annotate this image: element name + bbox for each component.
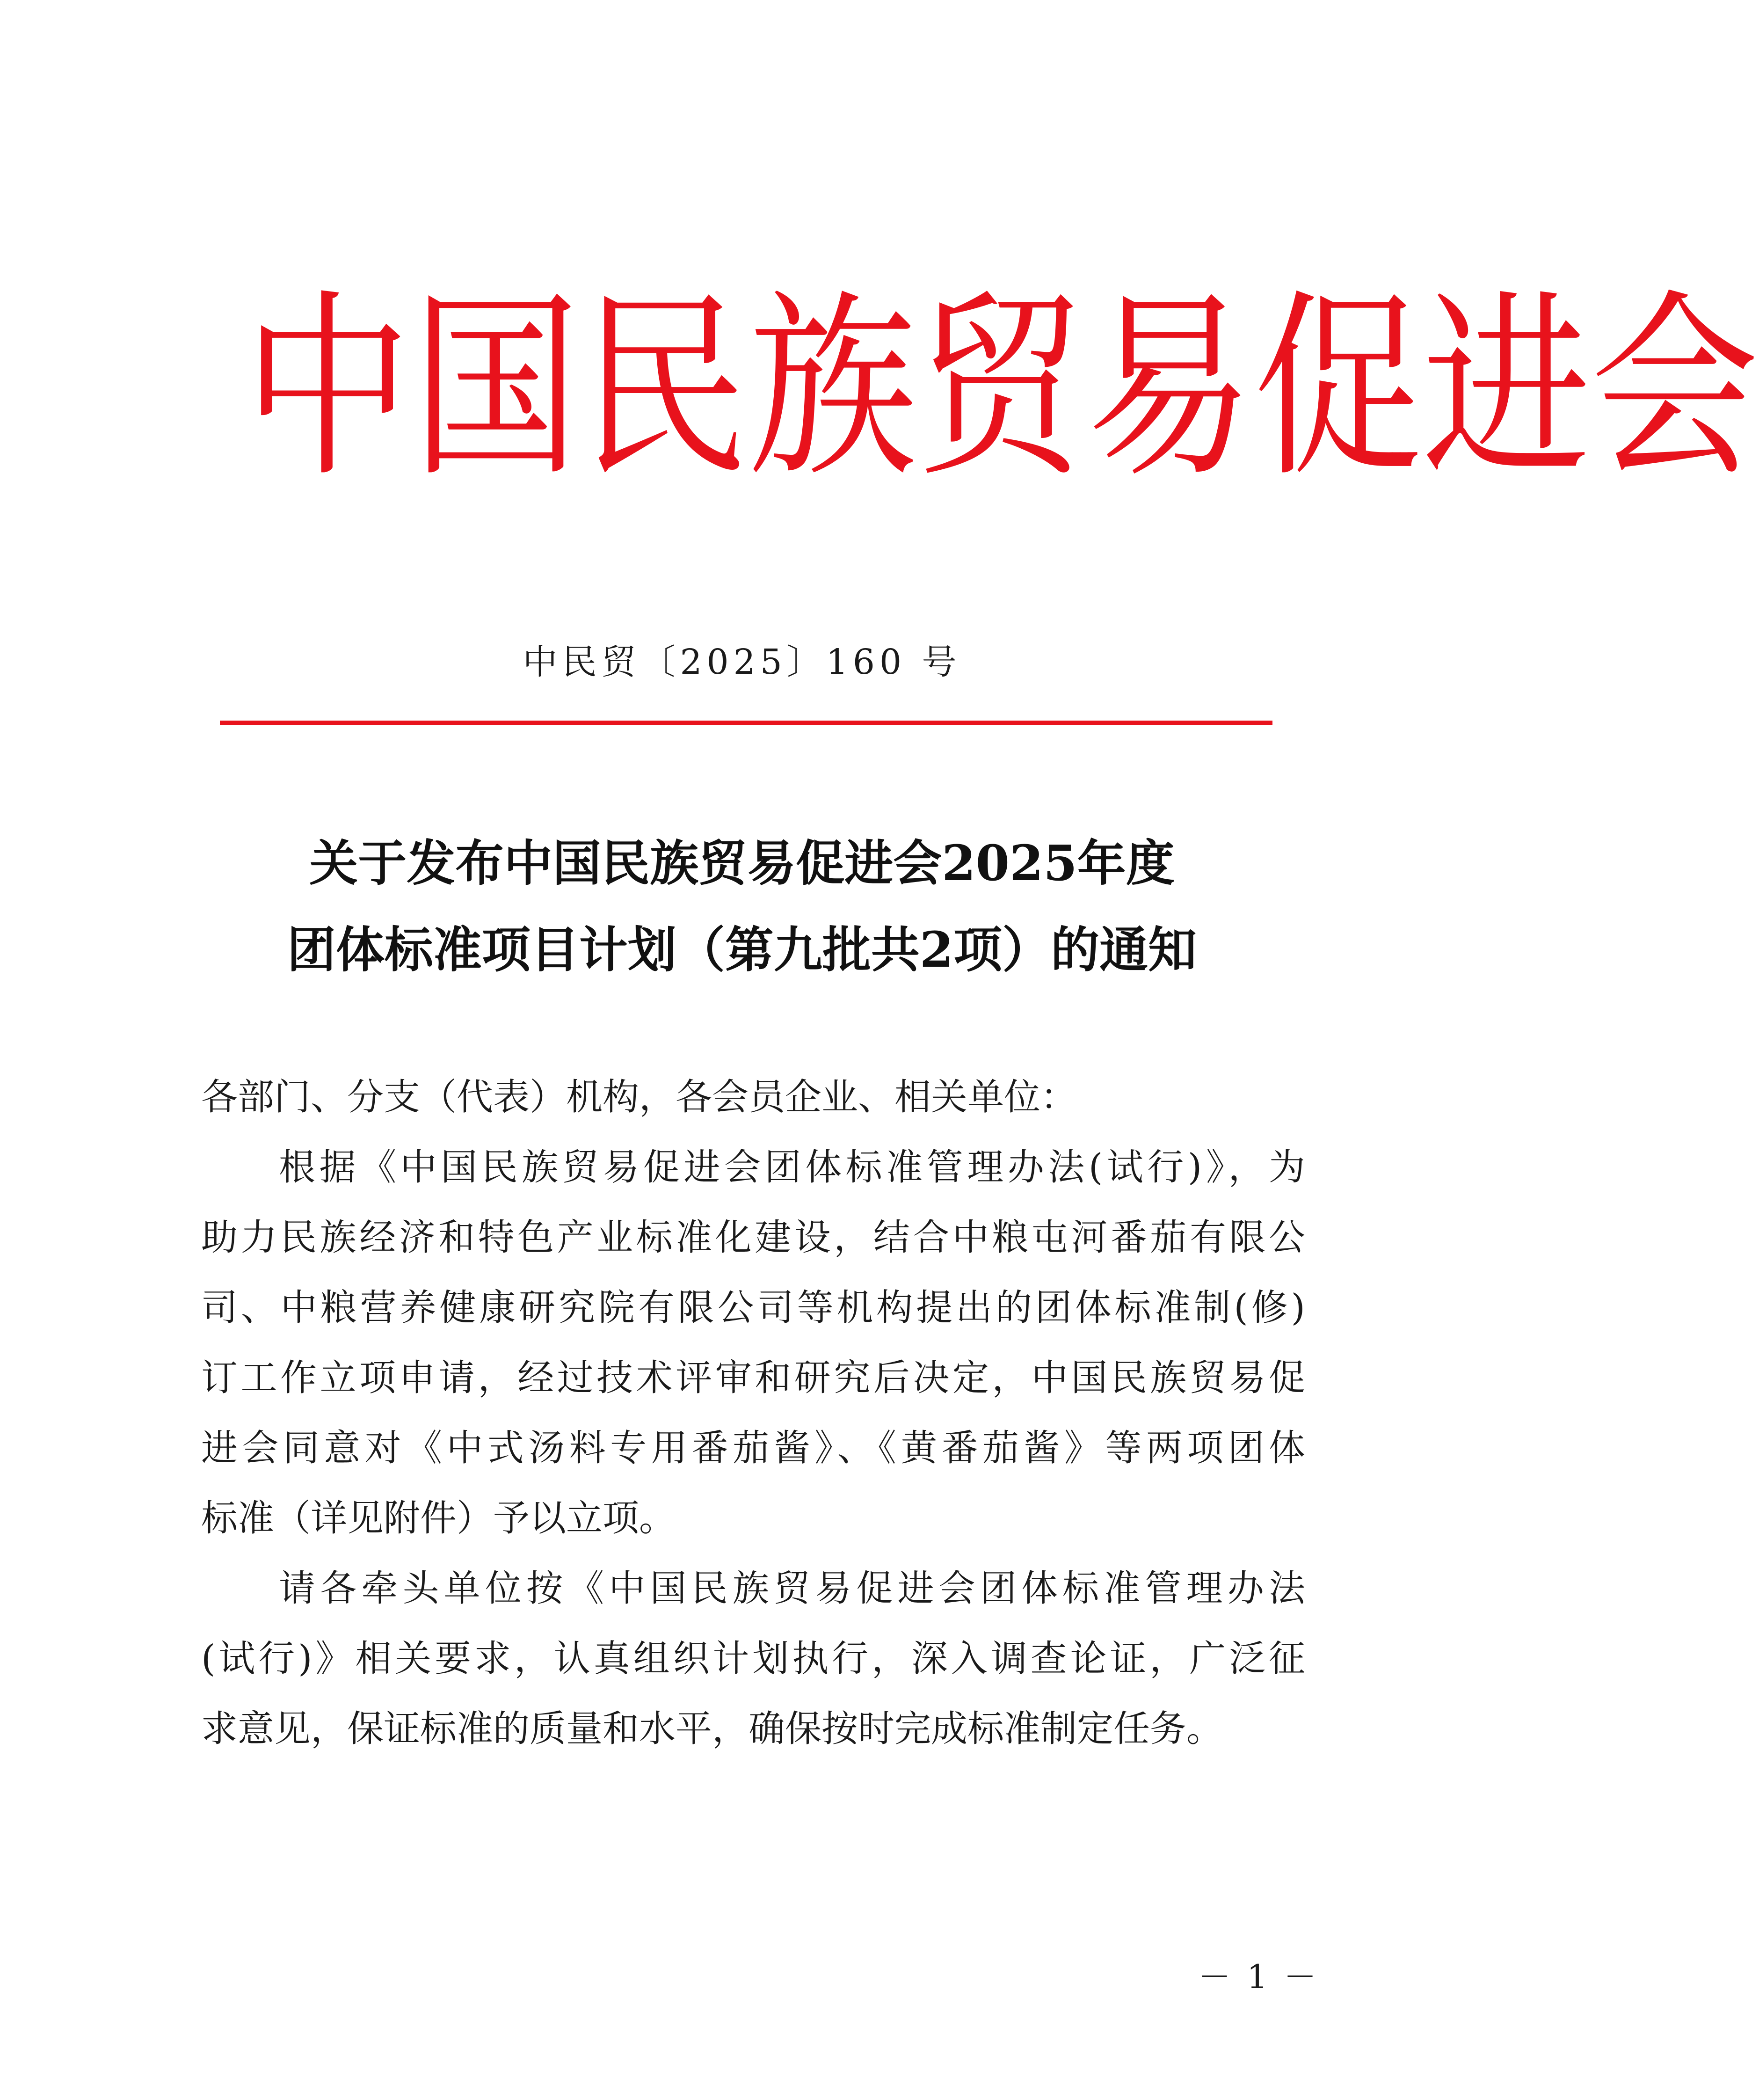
paragraph-line: 求意见，保证标准的质量和水平，确保按时完成标准制定任务。 xyxy=(201,1708,1223,1750)
paragraph-line: 请各牵头单位按《中国民族贸易促进会团体标准管理办法 xyxy=(279,1568,1305,1610)
paragraph-line: 进会同意对《中式汤料专用番茄酱》、《黄番茄酱》等两项团体 xyxy=(201,1427,1305,1469)
salutation: 各部门、分支（代表）机构，各会员企业、相关单位： xyxy=(201,1076,1077,1118)
paragraph-1 xyxy=(201,1132,1305,1553)
red-divider-line xyxy=(220,721,1272,725)
notice-title-line-2: 团体标准项目计划（第九批共2项）的通知 xyxy=(287,921,1197,978)
paragraph-line: 标准（详见附件）予以立项。 xyxy=(201,1497,676,1539)
page-number: － 1 － xyxy=(1198,1958,1319,1996)
paragraph-line: 司、中粮营养健康研究院有限公司等机构提出的团体标准制(修) xyxy=(201,1287,1305,1329)
paragraph-line: 助力民族经济和特色产业标准化建设，结合中粮屯河番茄有限公 xyxy=(201,1217,1305,1259)
notice-title-line-1: 关于发布中国民族贸易促进会2025年度 xyxy=(309,834,1175,892)
paragraph-line: (试行)》相关要求，认真组织计划执行，深入调查论证，广泛征 xyxy=(201,1638,1305,1680)
document-number: 中民贸〔2025〕160 号 xyxy=(523,642,961,682)
paragraph-2 xyxy=(201,1553,1305,1764)
paragraph-line: 订工作立项申请，经过技术评审和研究后决定，中国民族贸易促 xyxy=(201,1357,1305,1399)
organization-letterhead: 中国民族贸易促进会 xyxy=(243,272,1759,504)
paragraph-line: 根据《中国民族贸易促进会团体标准管理办法(试行)》，为 xyxy=(279,1146,1305,1189)
